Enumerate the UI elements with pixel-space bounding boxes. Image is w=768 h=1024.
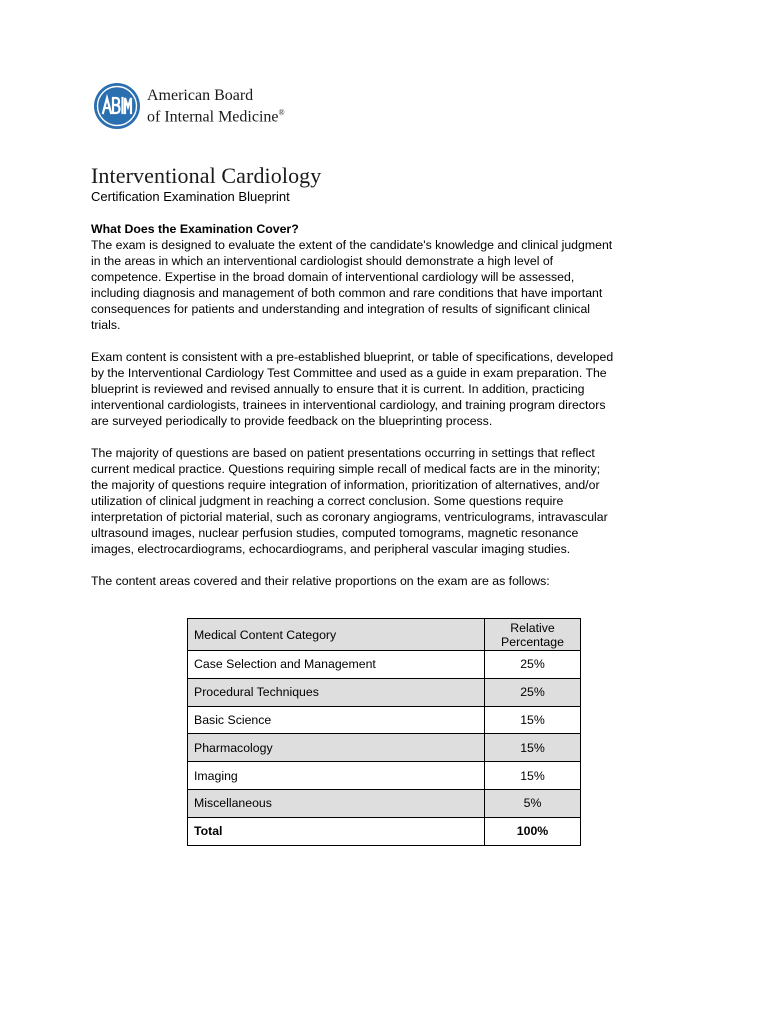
row-percentage: 5%	[485, 789, 581, 817]
header-percentage-text: Relative Percentage	[501, 620, 564, 649]
table-row	[188, 678, 581, 706]
row-category: Procedural Techniques	[188, 678, 485, 706]
logo-line-2	[147, 104, 285, 125]
table-total-row	[188, 817, 581, 845]
abim-logo	[93, 82, 285, 130]
document-title: Interventional Cardiology	[91, 163, 322, 188]
paragraph-table-intro: The content areas covered and their relative proportions on the exam are as follows:	[91, 574, 550, 588]
row-category: Miscellaneous	[188, 789, 485, 817]
content-category-table	[187, 618, 581, 846]
row-category: Case Selection and Management	[188, 651, 485, 679]
table-row	[188, 762, 581, 790]
table-row	[188, 706, 581, 734]
total-percentage: 100%	[485, 817, 581, 845]
header-percentage	[485, 619, 581, 651]
document-body	[91, 221, 691, 605]
abim-seal-icon	[93, 82, 141, 130]
row-percentage: 15%	[485, 734, 581, 762]
row-percentage: 15%	[485, 706, 581, 734]
document-subtitle: Certification Examination Blueprint	[91, 189, 290, 204]
paragraph-questions: The majority of questions are based on patient presentations occurring in settings that reflect current medical practice. Questions requiring simple recall of medical facts are in the minority; the majority of questions require integration of information, prioritization of alternatives, and/or utilization of clinical judgment in reaching a correct conclusion. Some questions require interpretation of pictorial material, such as coronary angiograms, ventriculograms, intravascular ultrasound images, nuclear perfusion studies, computed tomograms, magnetic resonance images, electrocardiograms, echocardiograms, and peripheral vascular imaging studies.	[91, 446, 608, 556]
header-category: Medical Content Category	[188, 619, 485, 651]
table-row	[188, 789, 581, 817]
section-heading: What Does the Examination Cover?	[91, 222, 299, 236]
total-category: Total	[188, 817, 485, 845]
row-category: Basic Science	[188, 706, 485, 734]
row-percentage: 15%	[485, 762, 581, 790]
row-category: Pharmacology	[188, 734, 485, 762]
logo-wordmark	[147, 87, 285, 125]
table-header-row	[188, 619, 581, 651]
table-row	[188, 734, 581, 762]
logo-line-2-text: of Internal Medicine	[147, 108, 279, 126]
row-percentage: 25%	[485, 678, 581, 706]
logo-line-1: American Board	[147, 86, 254, 104]
paragraph-blueprint: Exam content is consistent with a pre-established blueprint, or table of specifications, developed by the Interventional Cardiology Test Committee and used as a guide in exam preparation. The blueprint is reviewed and revised annually to ensure that it is current. In addition, practicing interventional cardiologists, trainees in interventional cardiology, and training program directors are surveyed periodically to provide feedback on the blueprinting process.	[91, 350, 614, 428]
paragraph-intro: The exam is designed to evaluate the extent of the candidate's knowledge and clinical judgment in the areas in which an interventional cardiologist should demonstrate a high level of competence. Expertise in the broad domain of interventional cardiology will be assessed, including diagnosis and management of both common and rare conditions that have important consequences for patients and understanding and integration of results of significant clinical trials.	[91, 238, 613, 332]
row-percentage: 25%	[485, 651, 581, 679]
row-category: Imaging	[188, 762, 485, 790]
table-row	[188, 651, 581, 679]
registered-mark: ®	[278, 107, 285, 117]
